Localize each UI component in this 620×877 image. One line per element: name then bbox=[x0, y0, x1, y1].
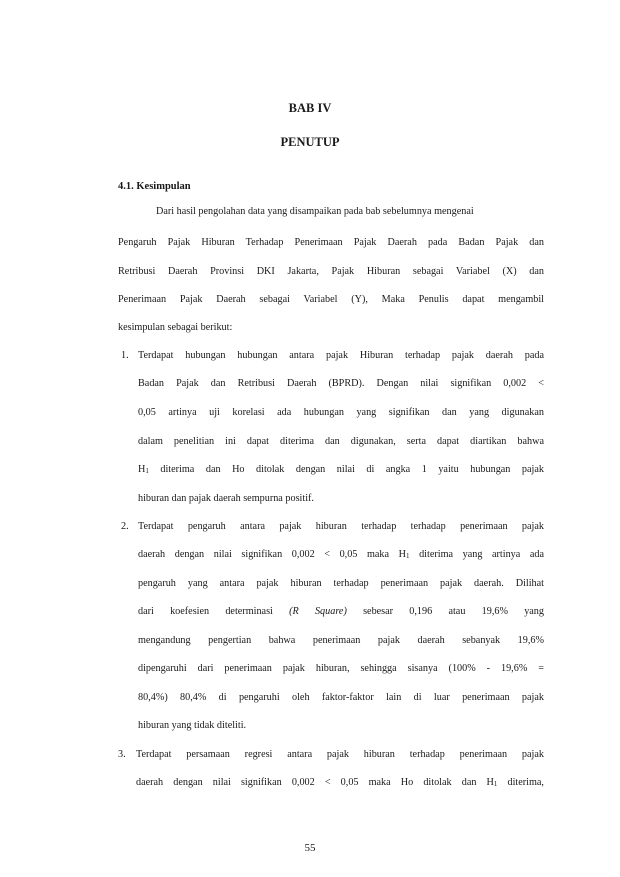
paragraph-line: Pengaruh Pajak Hiburan Terhadap Penerimaan Pajak Daerah pada Badan Pajak dan bbox=[118, 237, 544, 248]
list-item-line: dari koefesien determinasi (R Square) sebesar 0,196 atau 19,6% yang bbox=[138, 606, 544, 617]
list-number: 1. bbox=[121, 350, 129, 361]
list-item-line: 80,4%) 80,4% di pengaruhi oleh faktor-faktor lain di luar penerimaan pajak bbox=[138, 692, 544, 703]
list-item-line: hiburan dan pajak daerah sempurna positif. bbox=[138, 493, 314, 504]
chapter-title: PENUTUP bbox=[280, 135, 340, 149]
list-item-line: dipengaruhi dari penerimaan pajak hiburan, sehingga sisanya (100% - 19,6% = bbox=[138, 663, 544, 674]
paragraph-line: Dari hasil pengolahan data yang disampaikan pada bab sebelumnya mengenai bbox=[156, 206, 474, 217]
section-heading: 4.1. Kesimpulan bbox=[118, 181, 191, 192]
paragraph-line: Penerimaan Pajak Daerah sebagai Variabel (Y), Maka Penulis dapat mengambil bbox=[118, 294, 544, 305]
list-item-line: daerah dengan nilai signifikan 0,002 < 0,05 maka Ho ditolak dan $H_1$ diterima, bbox=[136, 777, 544, 788]
list-item-line: daerah dengan nilai signifikan 0,002 < 0,05 maka $H_1$ diterima yang artinya ada bbox=[138, 549, 544, 560]
list-item-line: 0,05 artinya uji korelasi ada hubungan yang signifikan dan yang digunakan bbox=[138, 407, 544, 418]
list-item-line: Badan Pajak dan Retribusi Daerah (BPRD). Dengan nilai signifikan 0,002 < bbox=[138, 378, 544, 389]
list-number: 3. bbox=[118, 749, 126, 760]
list-item-line: Terdapat hubungan hubungan antara pajak Hiburan terhadap pajak daerah pada bbox=[138, 350, 544, 361]
list-item-line: hiburan yang tidak diteliti. bbox=[138, 720, 247, 731]
page-number: 55 bbox=[304, 842, 316, 854]
list-number: 2. bbox=[121, 521, 129, 532]
list-item-line: Terdapat pengaruh antara pajak hiburan terhadap terhadap penerimaan pajak bbox=[138, 521, 544, 532]
list-item-line: dalam penelitian ini dapat diterima dan digunakan, serta dapat diartikan bahwa bbox=[138, 436, 544, 447]
chapter-heading: BAB IV bbox=[288, 101, 332, 115]
paragraph-line: kesimpulan sebagai berikut: bbox=[118, 322, 233, 333]
list-item-line: pengaruh yang antara pajak hiburan terhadap penerimaan pajak daerah. Dilihat bbox=[138, 578, 544, 589]
paragraph-line: Retribusi Daerah Provinsi DKI Jakarta, Pajak Hiburan sebagai Variabel (X) dan bbox=[118, 266, 544, 277]
list-item-line: $H_1$ diterima dan Ho ditolak dengan nilai di angka 1 yaitu hubungan pajak bbox=[138, 464, 544, 475]
list-item-line: mengandung pengertian bahwa penerimaan pajak daerah sebanyak 19,6% bbox=[138, 635, 544, 646]
list-item-line: Terdapat persamaan regresi antara pajak hiburan terhadap penerimaan pajak bbox=[136, 749, 544, 760]
